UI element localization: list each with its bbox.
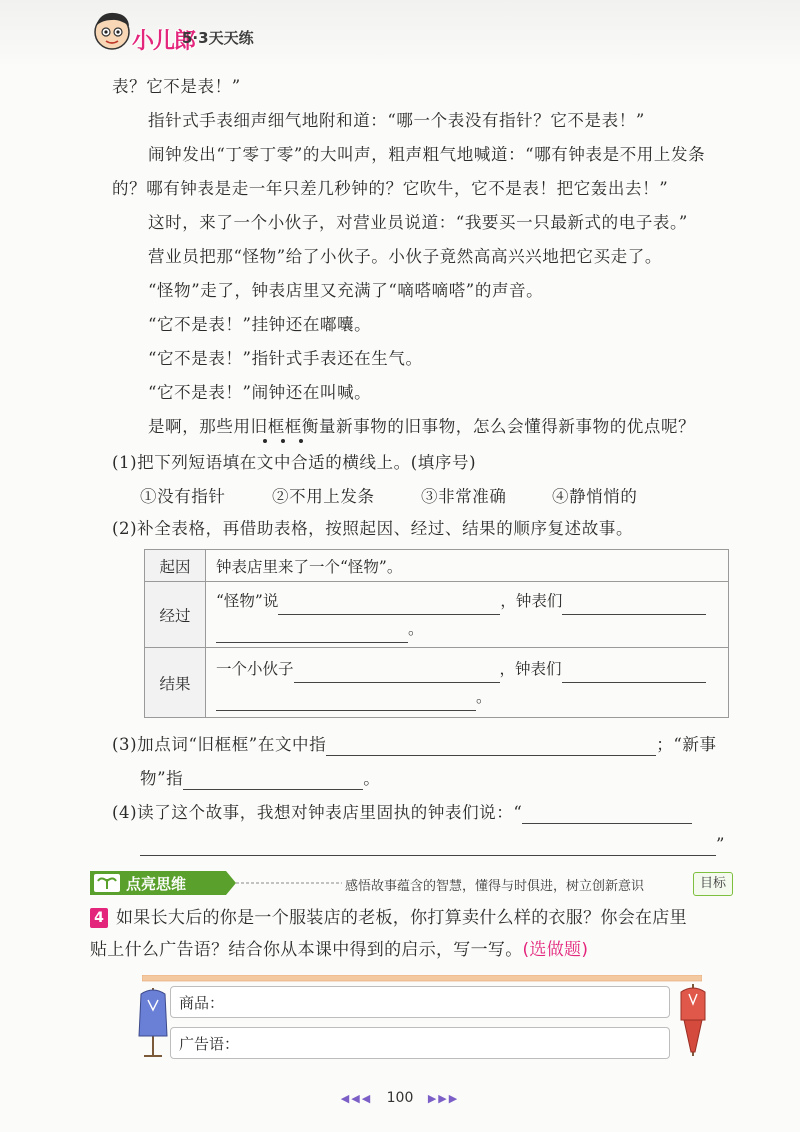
question-2-prompt: (2)补全表格，再借助表格，按照起因、经过、结果的顺序复述故事。 — [112, 519, 634, 538]
row-result-cell — [206, 648, 729, 718]
question-4-line-2 — [140, 834, 725, 856]
option-3: ③非常准确 — [421, 487, 507, 506]
dashed-divider — [236, 881, 342, 885]
story-line: 是啊，那些用旧框框衡量新事物的旧事物，怎么会懂得新事物的优点呢？ — [148, 417, 696, 436]
result-mid: ，钟表们 — [499, 659, 562, 678]
slogan-field[interactable] — [170, 1027, 670, 1059]
q4-blank-2[interactable] — [140, 837, 716, 856]
process-prefix: “怪物”说 — [216, 591, 279, 610]
result-blank-1[interactable] — [294, 664, 500, 683]
prev-arrows-icon: ◀◀◀ — [340, 1092, 373, 1105]
q4-close-quote: ” — [716, 835, 726, 854]
process-blank-3[interactable] — [216, 624, 408, 643]
option-2: ②不用上发条 — [272, 487, 375, 506]
question-4-line-1 — [112, 802, 692, 824]
task-line-2-text: 贴上什么广告语？结合你从本课中得到的启示，写一写。 — [90, 940, 523, 960]
story-line: 营业员把那“怪物”给了小伙子。小伙子竟然高高兴兴地把它买走了。 — [148, 247, 662, 266]
question-3-line-2 — [140, 768, 380, 790]
goods-label: 商品： — [179, 994, 225, 1012]
q3-blank-old[interactable] — [326, 737, 656, 756]
task-number: 4 — [90, 908, 108, 928]
story-line: “它不是表！”指针式手表还在生气。 — [148, 349, 423, 368]
task-line-2 — [90, 938, 588, 962]
emphasis-dot — [263, 439, 267, 443]
result-end: 。 — [476, 687, 492, 706]
goal-badge: 目标 — [693, 872, 733, 896]
story-table — [144, 549, 729, 718]
page-footer — [0, 1090, 800, 1106]
process-mid: ，钟表们 — [500, 591, 563, 610]
suit-mannequin-icon — [676, 980, 710, 1060]
coat-mannequin-icon — [136, 980, 170, 1060]
option-4: ④静悄悄的 — [552, 487, 638, 506]
optional-tag: (选做题) — [522, 940, 589, 960]
q3-blank-new[interactable] — [183, 771, 363, 790]
result-blank-3[interactable] — [216, 692, 476, 711]
story-line: 指针式手表细声细气地附和道：“哪一个表没有指针？它不是表！” — [148, 111, 645, 130]
slogan-label: 广告语： — [179, 1035, 240, 1053]
table-row — [145, 582, 729, 648]
option-1: ①没有指针 — [140, 487, 226, 506]
story-line: “它不是表！”挂钟还在嘟囔。 — [148, 315, 372, 334]
q3-text-d: 。 — [363, 769, 381, 788]
next-arrows-icon: ▶▶▶ — [427, 1092, 460, 1105]
q4-text: (4)读了这个故事，我想对钟表店里固执的钟表们说：“ — [112, 803, 523, 822]
q3-text-b: ；“新事 — [656, 735, 717, 754]
story-line: 闹钟发出“丁零丁零”的大叫声，粗声粗气地喊道：“哪有钟表是不用上发条 — [148, 145, 706, 164]
page-number: 100 — [386, 1090, 414, 1106]
table-row — [145, 648, 729, 718]
section-tagline: 感悟故事蕴含的智慧，懂得与时俱进，树立创新意识 — [345, 879, 645, 894]
brand-logo-text: 小儿郎 — [132, 29, 196, 54]
row-head-result: 结果 — [145, 648, 206, 718]
process-end: 。 — [408, 619, 424, 638]
story-line: “它不是表！”闹钟还在叫喊。 — [148, 383, 372, 402]
result-blank-2[interactable] — [562, 664, 706, 683]
question-1-prompt: (1)把下列短语填在文中合适的横线上。(填序号) — [112, 453, 477, 472]
series-title: 5·3天天练 — [182, 29, 254, 47]
story-line: 表？它不是表！” — [112, 77, 241, 96]
emphasis-dot — [281, 439, 285, 443]
story-line: 这时，来了一个小伙子，对营业员说道：“我要买一只最新式的电子表。” — [148, 213, 688, 232]
q4-blank-1[interactable] — [522, 805, 692, 824]
process-blank-1[interactable] — [278, 596, 500, 615]
story-line: 的？哪有钟表是走一年只差几秒钟的？它吹牛，它不是表！把它轰出去！” — [112, 179, 669, 198]
story-line: “怪物”走了，钟表店里又充满了“嘀嗒嘀嗒”的声音。 — [148, 281, 544, 300]
emphasis-dot — [299, 439, 303, 443]
q3-text-c: 物”指 — [140, 769, 184, 788]
result-prefix: 一个小伙子 — [216, 659, 294, 678]
table-row — [145, 550, 729, 582]
row-cause-text: 钟表店里来了一个“怪物”。 — [206, 550, 729, 582]
row-head-cause: 起因 — [145, 550, 206, 582]
section-title: 点亮思维 — [126, 875, 187, 893]
question-3-line-1 — [112, 734, 717, 756]
goods-field[interactable] — [170, 986, 670, 1018]
row-process-cell — [206, 582, 729, 648]
task-line-1: 如果长大后的你是一个服装店的老板，你打算卖什么样的衣服？你会在店里 — [116, 908, 687, 928]
row-head-process: 经过 — [145, 582, 206, 648]
process-blank-2[interactable] — [562, 596, 706, 615]
q3-text-a: (3)加点词“旧框框”在文中指 — [112, 735, 327, 754]
